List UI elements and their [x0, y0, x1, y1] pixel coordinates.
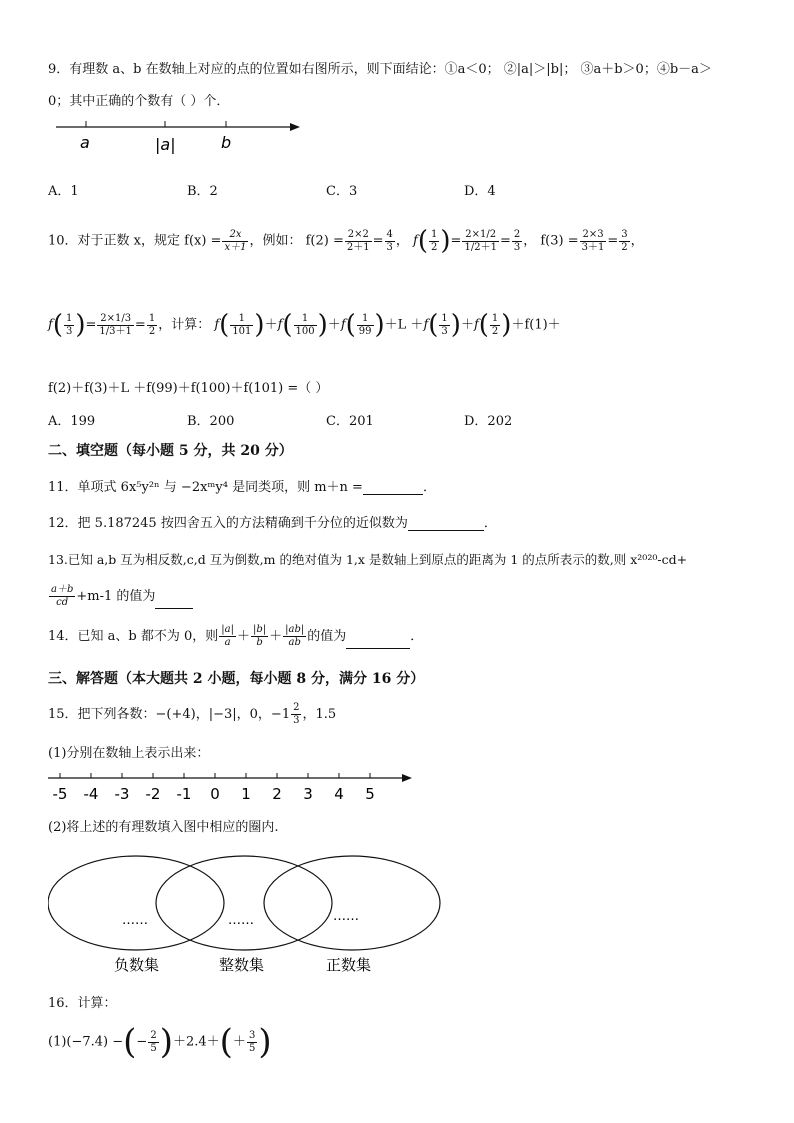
- q13-blank[interactable]: [155, 594, 193, 609]
- axis-label-b: b: [221, 133, 232, 152]
- positive-set-ellipse: [264, 856, 440, 950]
- q10-line1: 10．对于正数 x，规定 f(x) = $\frac{2x}{x+1}$ ，例如： f(2) = $\frac{2\times 2}{2+1}$ = $\frac{4}{3}$ ， f( $\frac{1}{2}$ )= $\frac{2\times 1/2}{1/2+1}$ = $\frac{2}{3}$ ， f(3) = $\frac{2\times 3}{3+1}$ = $\frac{3}{2}$ ，: [48, 226, 644, 256]
- q9-line2: 0；其中正确的个数有（ ）个．: [48, 94, 230, 109]
- q11: 11．单项式 6x⁵y²ⁿ 与 −2xᵐy⁴ 是同类项，则 m＋n = ．: [48, 480, 436, 495]
- q13-line1: 13.已知 a,b 互为相反数,c,d 互为倒数,m 的绝对值为 1,x 是数轴上到原点的距离为 1 的点所表示的数,则 x²⁰²⁰-cd+: [48, 552, 688, 567]
- q15-part2: (2)将上述的有理数填入图中相应的圈内.: [48, 820, 279, 835]
- axis-number: 5: [365, 785, 375, 803]
- section3-heading: 三、解答题（本大题共 2 小题，每小题 8 分，满分 16 分）: [48, 671, 425, 687]
- negative-set-label: 负数集: [114, 956, 160, 974]
- integer-set-ellipse: [156, 856, 332, 950]
- axis-number: -1: [176, 785, 192, 803]
- axis-label-a: a: [80, 133, 90, 152]
- axis-number: 3: [303, 785, 313, 803]
- venn-diagram: [48, 852, 444, 977]
- q9-number-line: [56, 118, 306, 160]
- axis-number: 1: [241, 785, 251, 803]
- q10-option-a: A．199: [48, 414, 96, 429]
- q15-number-line: [48, 768, 418, 804]
- q10-option-d: D．202: [464, 414, 513, 429]
- q14: 14．已知 a、b 都不为 0，则 $\frac{|a|}{a}$ ＋ $\frac{|b|}{b}$ ＋ $\frac{|ab|}{ab}$ 的值为 ．: [48, 624, 424, 648]
- q16-title: 16．计算：: [48, 996, 117, 1011]
- q9-option-b: B．2: [187, 184, 218, 199]
- positive-set-label: 正数集: [326, 956, 372, 974]
- q9-option-c: C．3: [326, 184, 358, 199]
- q15-line: 15．把下列各数：−(+4)，|−3|，0，−1 $\frac{2}{3}$ ，1.5: [48, 702, 337, 726]
- integer-dots: ……: [228, 913, 254, 928]
- axis-label-abs-a: |a|: [155, 135, 176, 154]
- axis-number: 0: [210, 785, 220, 803]
- positive-dots: ……: [333, 909, 359, 924]
- q9-option-d: D．4: [464, 184, 496, 199]
- axis-number: -2: [145, 785, 161, 803]
- q13-line2: $\frac{a+b}{cd}$ +m-1 的值为: [48, 584, 193, 609]
- integer-set-label: 整数集: [219, 956, 265, 974]
- q10-line3: f(2)＋f(3)＋L ＋f(99)＋f(100)＋f(101) =（ ）: [48, 381, 329, 396]
- q12: 12．把 5.187245 按四舍五入的方法精确到千分位的近似数为 ．: [48, 516, 497, 531]
- section2-heading: 二、填空题（每小题 5 分，共 20 分）: [48, 443, 293, 459]
- q10-line2: f( $\frac{1}{3}$ )= $\frac{2\times 1/3}{1/3+1}$ = $\frac{1}{2}$ ，计算： f( $\frac{1}{101}$ )＋f( $\frac{1}{100}$ )＋f( $\frac{1}{99}$ )＋L ＋f( $\frac{1}{3}$ )＋f( $\frac{1}{2}$ )＋f(1)＋: [48, 310, 561, 340]
- negative-set-ellipse: [48, 856, 224, 950]
- negative-dots: ……: [122, 913, 148, 928]
- q16-expression: (1)(−7.4) −(− $\frac{2}{5}$ )＋2.4＋(＋ $\frac{3}{5}$ ): [48, 1022, 272, 1062]
- q10-option-c: C．201: [326, 414, 374, 429]
- q14-blank[interactable]: [346, 634, 410, 649]
- axis-number: 2: [272, 785, 282, 803]
- axis-number: -4: [83, 785, 99, 803]
- axis-number: 4: [334, 785, 344, 803]
- axis-number: -5: [52, 785, 68, 803]
- q9-option-a: A．1: [48, 184, 79, 199]
- q10-option-b: B．200: [187, 414, 235, 429]
- q15-part1: (1)分别在数轴上表示出来：: [48, 746, 210, 761]
- q11-blank[interactable]: [363, 480, 423, 495]
- axis-number: -3: [114, 785, 130, 803]
- q9-line1: 9．有理数 a、b 在数轴上对应的点的位置如右图所示，则下面结论：①a＜0； ②|a|＞|b|； ③a＋b＞0；④b－a＞: [48, 62, 712, 77]
- q12-blank[interactable]: [408, 516, 484, 531]
